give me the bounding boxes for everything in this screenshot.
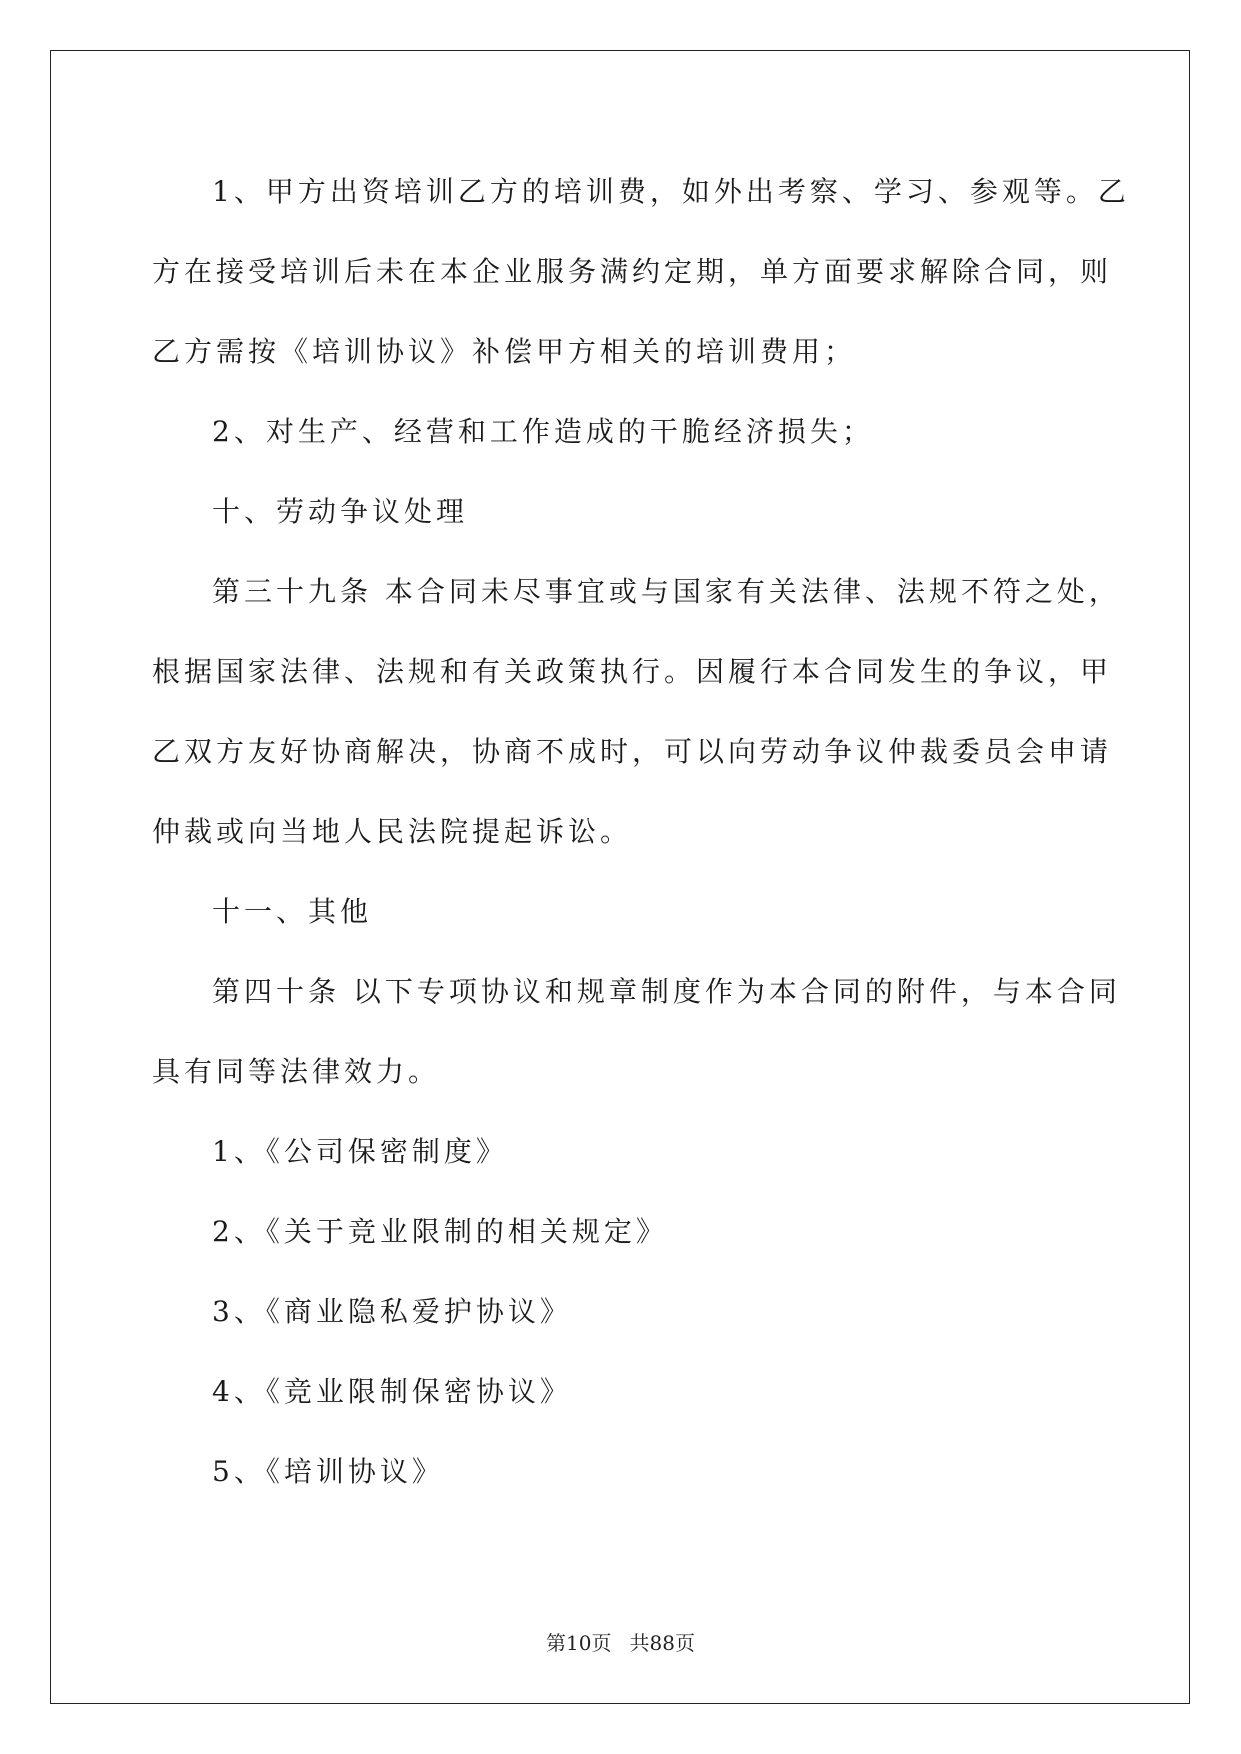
page-number: 第10页 (546, 1631, 612, 1655)
page-total: 共88页 (629, 1631, 695, 1655)
paragraph-line: 根据国家法律、法规和有关政策执行。因履行本合同发生的争议，甲 (152, 655, 1113, 688)
list-item: 3、《商业隐私爱护协议》 (212, 1295, 572, 1328)
paragraph-line: 仲裁或向当地人民法院提起诉讼。 (152, 815, 633, 848)
paragraph-line: 2、对生产、经营和工作造成的干脆经济损失； (212, 415, 874, 448)
paragraph-line: 方在接受培训后未在本企业服务满约定期，单方面要求解除合同，则 (152, 255, 1113, 288)
list-item: 5、《培训协议》 (212, 1455, 444, 1488)
paragraph-line: 乙双方友好协商解决，协商不成时，可以向劳动争议仲裁委员会申请 (152, 735, 1113, 768)
list-item: 2、《关于竞业限制的相关规定》 (212, 1215, 668, 1248)
paragraph-line: 1、甲方出资培训乙方的培训费，如外出考察、学习、参观等。乙 (212, 175, 1130, 208)
section-heading: 十一、其他 (212, 895, 373, 928)
section-heading: 十、劳动争议处理 (212, 495, 469, 528)
paragraph-line: 具有同等法律效力。 (152, 1055, 441, 1088)
paragraph-line: 第四十条 以下专项协议和规章制度作为本合同的附件，与本合同 (212, 975, 1121, 1008)
paragraph-line: 第三十九条 本合同未尽事宜或与国家有关法律、法规不符之处， (212, 575, 1121, 608)
page-footer (0, 1629, 1241, 1657)
list-item: 1、《公司保密制度》 (212, 1135, 508, 1168)
paragraph-line: 乙方需按《培训协议》补偿甲方相关的培训费用； (152, 335, 857, 368)
list-item: 4、《竞业限制保密协议》 (212, 1375, 572, 1408)
